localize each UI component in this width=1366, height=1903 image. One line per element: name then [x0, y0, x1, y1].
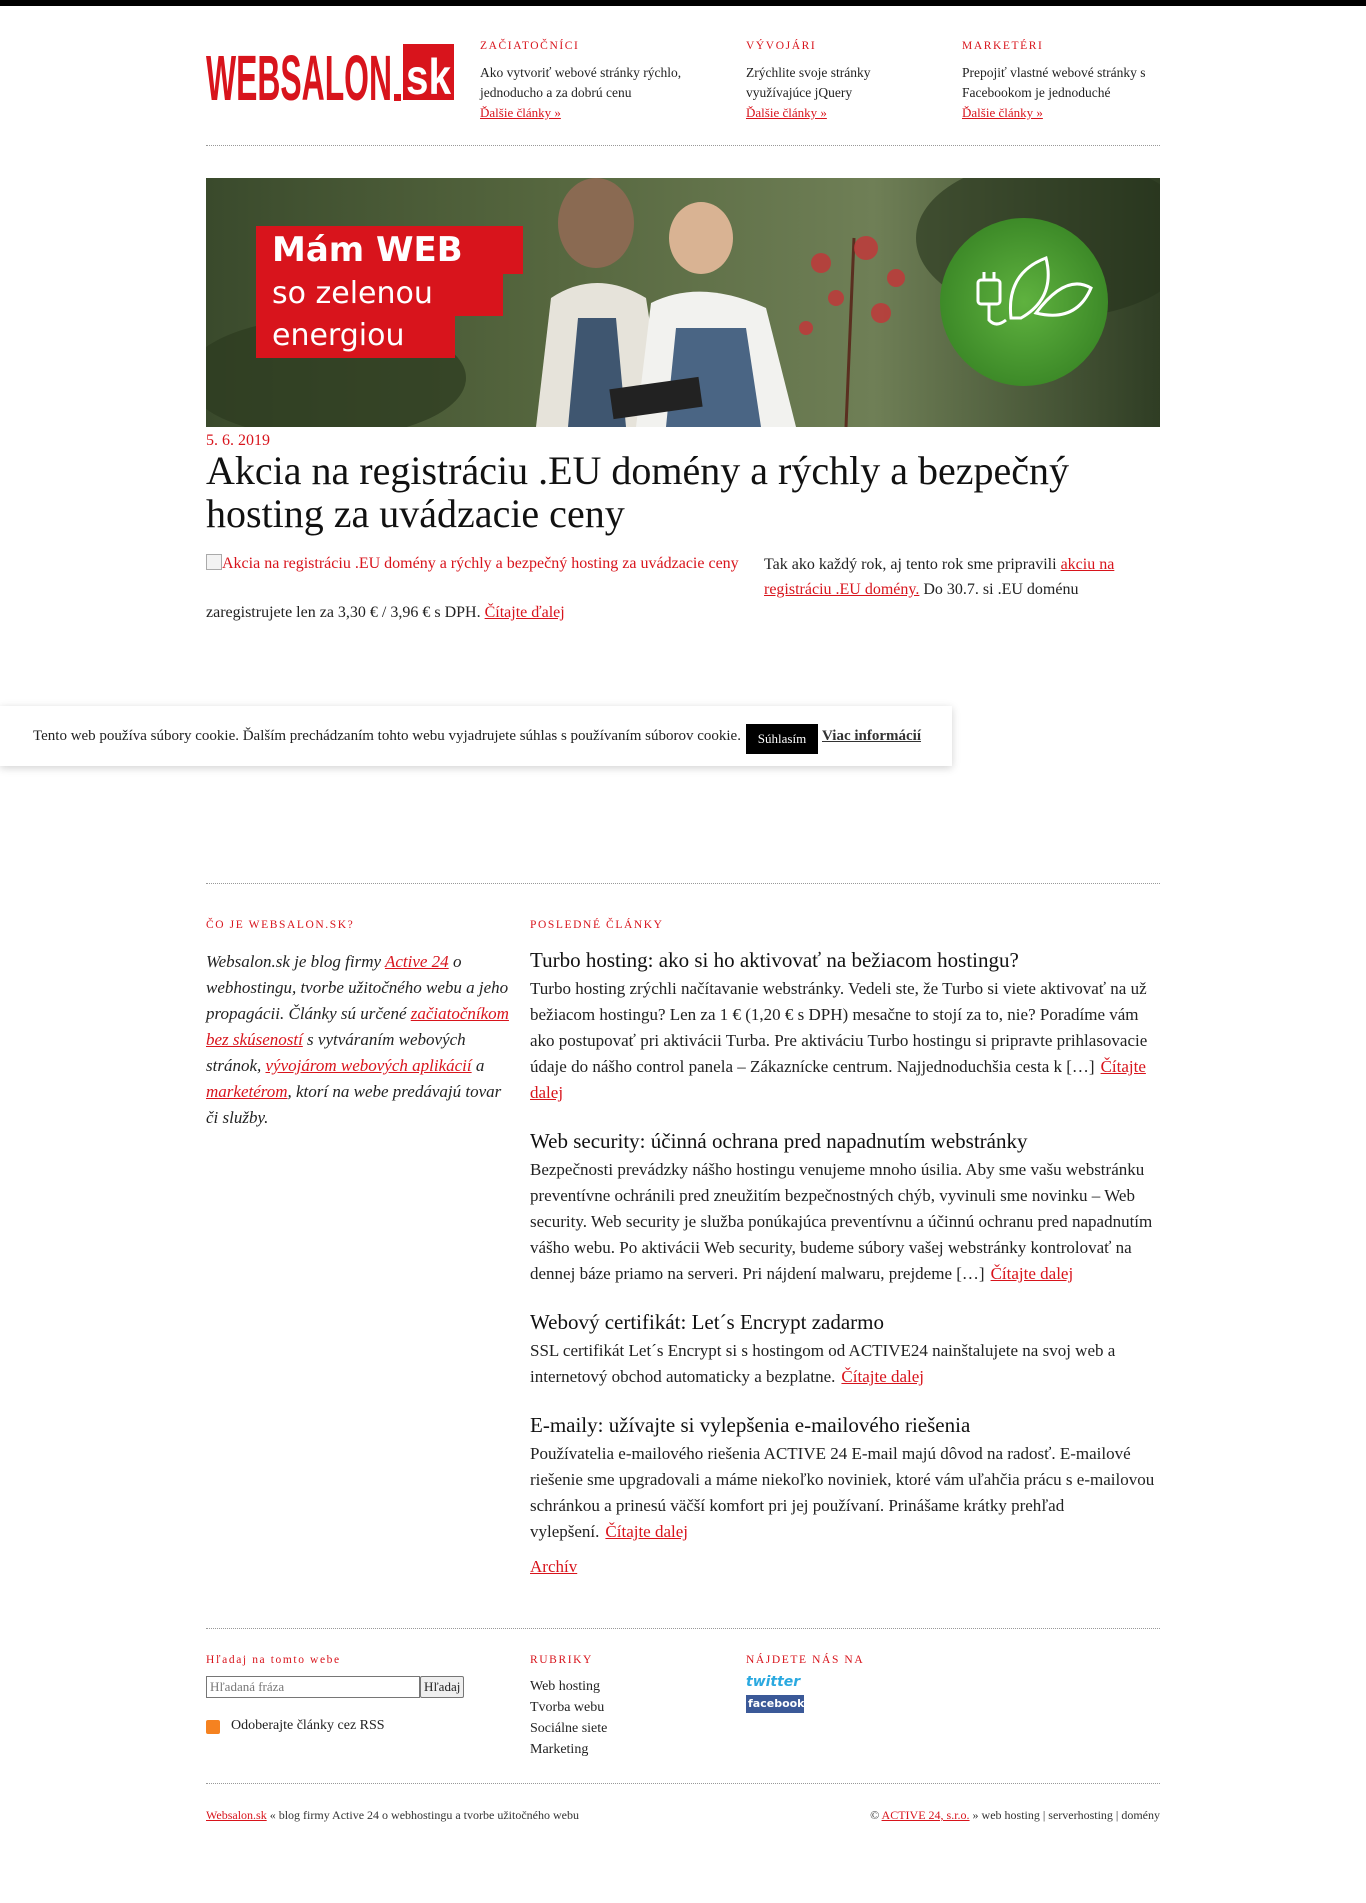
post-item: [530, 944, 1160, 1106]
about-text-part: a: [471, 1056, 485, 1075]
categories-list: [530, 1676, 607, 1760]
post-excerpt: [530, 1338, 1160, 1390]
search-button[interactable]: Hľadaj: [420, 1676, 464, 1698]
post-excerpt: [530, 1441, 1160, 1545]
active24-link[interactable]: Active 24: [384, 952, 449, 971]
header-col-marketers: [962, 36, 1160, 123]
header-col-caption: VÝVOJÁRI: [746, 40, 817, 52]
divider: [206, 145, 1160, 146]
divider: [206, 1628, 1160, 1629]
read-more-link[interactable]: Čítajte dalej: [530, 1057, 1146, 1102]
rss-icon: [206, 1720, 220, 1734]
divider: [206, 883, 1160, 884]
banner-line-3: energiou: [272, 318, 405, 353]
category-link[interactable]: Sociálne siete: [530, 1721, 608, 1736]
divider: [206, 1783, 1160, 1784]
search-caption: Hľadaj na tomto webe: [206, 1654, 341, 1666]
post-text: Používatelia e-mailového riešenia ACTIVE 24 E-mail majú dôvod na radosť. E-mailové riešenie sme upgradovali a máme niekoľko noviniek, ktoré vám uľahčia prácu s e-mailovou schránkou a prinesú väčší komfort pri jej používaní. Prinášame krátky prehľad vylepšení.: [530, 1444, 1155, 1541]
facebook-icon[interactable]: facebook: [746, 1695, 804, 1713]
post-item: [530, 1306, 1160, 1390]
footer-right: [870, 1808, 1160, 1823]
latest-posts-caption: POSLEDNÉ ČLÁNKY: [530, 919, 664, 931]
read-more-link[interactable]: Čítajte dalej: [990, 1264, 1074, 1283]
about-text: [206, 949, 516, 1131]
footer-right-text: » web hosting | serverhosting | domény: [969, 1808, 1160, 1822]
eu-domain-link[interactable]: akciu na registráciu .EU domény.: [764, 556, 1115, 598]
read-more-link[interactable]: Čítajte ďalej: [484, 604, 565, 621]
about-text-part: s vytváraním webových stránok,: [206, 1030, 466, 1075]
article-image-alt: Akcia na registráciu .EU domény a rýchly a bezpečný hosting za uvádzacie ceny: [222, 555, 739, 572]
marketers-link[interactable]: marketérom: [206, 1082, 288, 1101]
active24-footer-link[interactable]: ACTIVE 24, s.r.o.: [881, 1808, 970, 1822]
copyright-sign: ©: [870, 1808, 882, 1822]
latest-posts-list: [530, 944, 1160, 1564]
read-more-link[interactable]: Čítajte dalej: [605, 1522, 689, 1541]
post-text: Bezpečnosti prevádzky nášho hostingu venujeme mnoho úsilia. Aby sme vašu webstránku preventívne ochránili pred zneužitím bezpečnostných chýb, vyvinuli sme novinku – Web security. Web security je služba ponúkajúca preventívnu a účinnú ochranu pred napadnutím vášho webu. Po aktivácii Web security, budeme súbory vašej webstránky kontrolovať na dennej báze priamo na serveri. Pri nájdení malwaru, prejdeme […]: [530, 1160, 1153, 1283]
cookie-accept-button[interactable]: Súhlasím: [746, 724, 818, 754]
post-text: Turbo hosting zrýchli načítavanie webstránky. Vedeli ste, že Turbo si viete aktivovať na už bežiacom hostingu? Len za 1 € (1,20 € s DPH) mesačne to stojí za to, nie? Poradíme vám ako postupovať pri aktivácii Turba. Pre aktiváciu Turbo hostingu si pripravte prihlasovacie údaje do nášho control panela – Zákaznícke centrum. Najjednoduchšia cesta k […]: [530, 979, 1148, 1076]
read-more-link[interactable]: Čítajte dalej: [841, 1367, 925, 1386]
article-title[interactable]: Akcia na registráciu .EU domény a rýchly a bezpečný hosting za uvádzacie ceny: [206, 448, 1069, 536]
header-col-text: Prepojiť vlastné webové stránky s Facebookom je jednoduché: [962, 65, 1146, 100]
article-date: 5. 6. 2019: [206, 432, 270, 449]
banner-line-2: so zelenou: [272, 276, 433, 311]
footer-left: [206, 1808, 579, 1823]
category-link[interactable]: Marketing: [530, 1742, 589, 1757]
search-input[interactable]: Hľadaná fráza: [206, 1676, 420, 1698]
cookie-bar: [0, 706, 952, 766]
intro-text: Do 30.7. si .EU doménu: [919, 581, 1079, 598]
post-item: [530, 1125, 1160, 1287]
broken-image-icon: [206, 554, 222, 570]
about-caption: ČO JE WEBSALON.SK?: [206, 919, 355, 931]
category-link[interactable]: Tvorba webu: [530, 1700, 605, 1715]
archive-link[interactable]: Archív: [530, 1557, 578, 1576]
categories-caption: RUBRIKY: [530, 1654, 593, 1666]
top-bar: [0, 0, 1366, 6]
header-col-caption: ZAČIATOČNÍCI: [480, 40, 580, 52]
category-link[interactable]: Web hosting: [530, 1679, 601, 1694]
article-intro: [764, 552, 1160, 602]
post-excerpt: [530, 1157, 1160, 1287]
post-title[interactable]: Web security: účinná ochrana pred napadnutím webstránky: [530, 1129, 1028, 1153]
post-item: [530, 1409, 1160, 1545]
header-col-beginners: [480, 36, 700, 123]
post-excerpt: [530, 976, 1160, 1106]
websalon-logo[interactable]: [206, 40, 454, 104]
footer-left-text: « blog firmy Active 24 o webhostingu a tvorbe užitočného webu: [266, 1808, 579, 1822]
header-col-text: Ako vytvoriť webové stránky rýchlo, jednoducho a za dobrú cenu: [480, 65, 682, 100]
svg-text:sk: sk: [406, 49, 452, 104]
about-text-part: Websalon.sk je blog firmy: [206, 952, 385, 971]
about-text-part: o webhostingu, tvorbe užitočného webu a jeho propagácii. Články sú určené: [206, 952, 509, 1023]
post-text: SSL certifikát Let´s Encrypt si s hostingom od ACTIVE24 nainštalujete na svoj web a internetový obchod automaticky a bezplatne.: [530, 1341, 1116, 1386]
more-articles-link[interactable]: Ďalšie články »: [746, 105, 827, 120]
article-image-link[interactable]: [206, 555, 739, 572]
about-text-part: , ktorí na webe predávajú tovar či služby.: [206, 1082, 502, 1127]
header-col-caption: MARKETÉRI: [962, 40, 1044, 52]
more-articles-link[interactable]: Ďalšie články »: [962, 105, 1043, 120]
svg-text:WEBSALON: WEBSALON: [206, 42, 392, 104]
post-title[interactable]: E-maily: užívajte si vylepšenia e-mailového riešenia: [530, 1413, 971, 1437]
rss-label: Odoberajte články cez RSS: [231, 1718, 385, 1733]
post-title[interactable]: Turbo hosting: ako si ho aktivovať na bežiacom hostingu?: [530, 948, 1019, 972]
social-links: [746, 1675, 804, 1713]
social-caption: NÁJDETE NÁS NA: [746, 1654, 865, 1666]
article-image-broken[interactable]: [206, 554, 739, 573]
promo-banner[interactable]: [206, 178, 1160, 427]
more-articles-link[interactable]: Ďalšie články »: [480, 105, 561, 120]
websalon-link[interactable]: Websalon.sk: [206, 1808, 267, 1822]
developers-link[interactable]: vývojárom webových aplikácií: [265, 1056, 472, 1075]
cookie-text: Tento web používa súbory cookie. Ďalším prechádzaním tohto webu vyjadrujete súhlas s používaním súborov cookie.: [33, 728, 741, 744]
post-title[interactable]: Webový certifikát: Let´s Encrypt zadarmo: [530, 1310, 884, 1334]
article-intro-cont: [206, 600, 565, 625]
header-col-text: Zrýchlite svoje stránky využívajúce jQuery: [746, 65, 871, 100]
intro-text: Tak ako každý rok, aj tento rok sme pripravili: [764, 556, 1061, 573]
twitter-icon[interactable]: twitter: [746, 1674, 801, 1690]
intro-text: zaregistrujete len za 3,30 € / 3,96 € s DPH.: [206, 604, 485, 621]
header-col-developers: [746, 36, 916, 123]
cookie-more-info-link[interactable]: Viac informácií: [822, 728, 922, 744]
beginners-link[interactable]: začiatočníkom bez skúseností: [206, 1004, 509, 1049]
banner-line-1: Mám WEB: [272, 230, 463, 270]
